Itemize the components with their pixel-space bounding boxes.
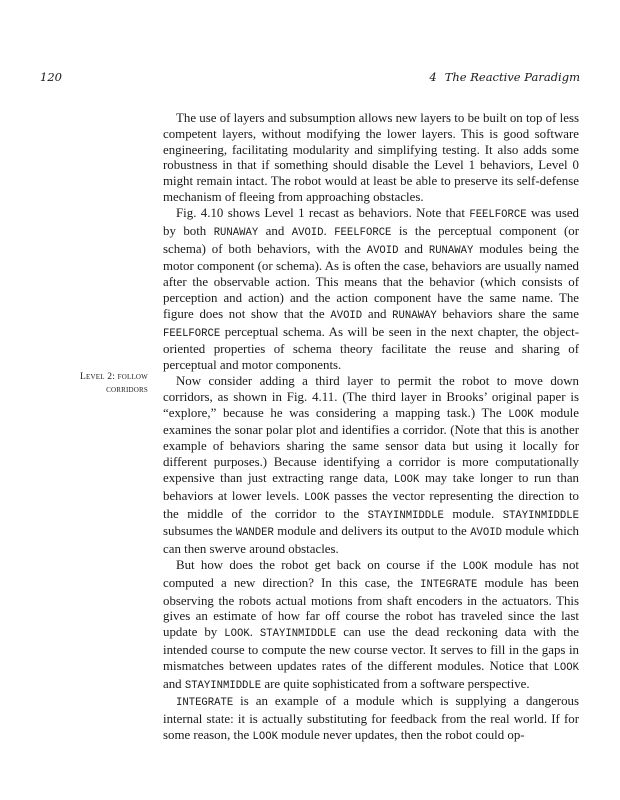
code-identifier: LOOK (252, 731, 278, 744)
code-identifier: LOOK (508, 408, 534, 421)
code-identifier: STAYINMIDDLE (502, 509, 579, 522)
text-run: . (249, 625, 260, 640)
code-identifier: RUNAWAY (392, 309, 437, 322)
text-run: and (163, 676, 185, 691)
code-identifier: FEELFORCE (334, 226, 392, 239)
text-run: modules being the motor component (or schema). As is often the case, behaviors are usually named after the observable action. This means that the behavior (which consists of perception and action) and the action component have the same name. The figure does not show that the (163, 241, 579, 321)
code-identifier: RUNAWAY (428, 244, 474, 257)
code-identifier: LOOK (393, 473, 420, 486)
text-run: module examines the sonar polar plot and identifies a corridor. (Note that this is another example of behaviors sharing the same sensor data but using it locally for different purposes.) Because identifying a corridor is more computationally expensive than just extracting range data, (163, 405, 579, 485)
text-run: and (258, 223, 292, 238)
text-run: module and delivers its output to the (273, 524, 471, 539)
text-run: module. (443, 506, 503, 521)
code-identifier: AVOID (291, 226, 324, 239)
margin-note-line: Level 2: follow (80, 372, 148, 382)
running-header (0, 70, 620, 88)
code-identifier: INTEGRATE (420, 578, 478, 591)
chapter-running-head (429, 70, 580, 84)
margin-note (30, 371, 148, 396)
margin-note-line: corridors (106, 384, 148, 395)
text-run: passes the vector representing the direction to the middle of the corridor to the (163, 488, 579, 521)
text-run: Now consider adding a third layer to permit the robot to move down corridors, as shown in Fig. 4.11. (The third layer in Brooks’ original paper is “explore,” because he was considering a mapping task.) The (163, 374, 579, 420)
text-run: perceptual schema. As will be seen in the next chapter, the object-oriented properties of schema theory facilitate the reuse and sharing of perceptual and motor components. (163, 324, 579, 373)
text-run: . (323, 223, 335, 238)
page-number: 120 (40, 70, 62, 84)
code-identifier: LOOK (462, 560, 488, 573)
code-identifier: AVOID (330, 309, 363, 322)
text-run: and (362, 306, 393, 321)
text-run: module has been observing the robots actual motions from shaft encoders in the actuators. This gives an estimate of how far off course the robot has traveled since the last update by (163, 575, 579, 640)
text-run: Fig. 4.10 shows Level 1 recast as behaviors. Note that (176, 205, 470, 220)
text-run: was used by both (163, 205, 580, 238)
code-identifier: STAYINMIDDLE (259, 628, 337, 641)
code-identifier: STAYINMIDDLE (184, 679, 262, 692)
code-identifier: LOOK (224, 628, 250, 641)
text-run: and (398, 241, 429, 256)
text-run: module never updates, then the robot could op- (277, 728, 525, 743)
body-text (163, 111, 579, 746)
text-run: subsumes the (163, 524, 236, 539)
code-identifier: INTEGRATE (176, 697, 234, 710)
code-identifier: AVOID (470, 527, 502, 540)
code-identifier: FEELFORCE (163, 327, 221, 340)
paragraph (163, 111, 579, 206)
text-run: may take longer to run than behaviors at lower levels. (163, 470, 579, 503)
text-run: module has not computed a new direction? In this case, the (163, 557, 579, 590)
paragraph (163, 694, 579, 745)
code-identifier: LOOK (553, 661, 579, 674)
text-run: But how does the robot get back on course if the (176, 557, 463, 572)
text-run: is an example of a module which is supplying a dangerous internal state: it is actually substituting for feedback from the real world. If for some reason, the (163, 694, 579, 743)
text-run: is the perceptual component (or schema) of both behaviors, with the (163, 223, 579, 256)
paragraph (163, 558, 579, 695)
code-identifier: LOOK (304, 491, 330, 504)
text-run: behaviors share the same (436, 306, 580, 321)
text-run: The use of layers and subsumption allows new layers to be built on top of less competent layers, without modifying the lower layers. This is good software engineering, facilitating modularity and simplifying testing. It also adds some robustness in that if something should disable the Level 1 behaviors, Level 0 might remain intact. The robot would at least be able to preserve its self-defense mechanism of fleeing from approaching obstacles. (163, 111, 579, 205)
code-identifier: STAYINMIDDLE (367, 509, 444, 522)
code-identifier: AVOID (366, 244, 399, 257)
text-run: can use the dead reckoning data with the intended course to compute the new course vector. It serves to fill in the gaps in mismatches between updates rates of the different modules. Notice that (163, 625, 579, 673)
chapter-title: The Reactive Paradigm (444, 70, 580, 84)
text-run: module which can then swerve around obstacles. (163, 524, 580, 557)
code-identifier: RUNAWAY (213, 226, 259, 239)
code-identifier: FEELFORCE (469, 208, 527, 221)
paragraph (163, 206, 579, 374)
text-run: are quite sophisticated from a software perspective. (261, 676, 530, 691)
paragraph (163, 374, 579, 558)
code-identifier: WANDER (235, 527, 274, 540)
chapter-number: 4 (429, 70, 437, 84)
